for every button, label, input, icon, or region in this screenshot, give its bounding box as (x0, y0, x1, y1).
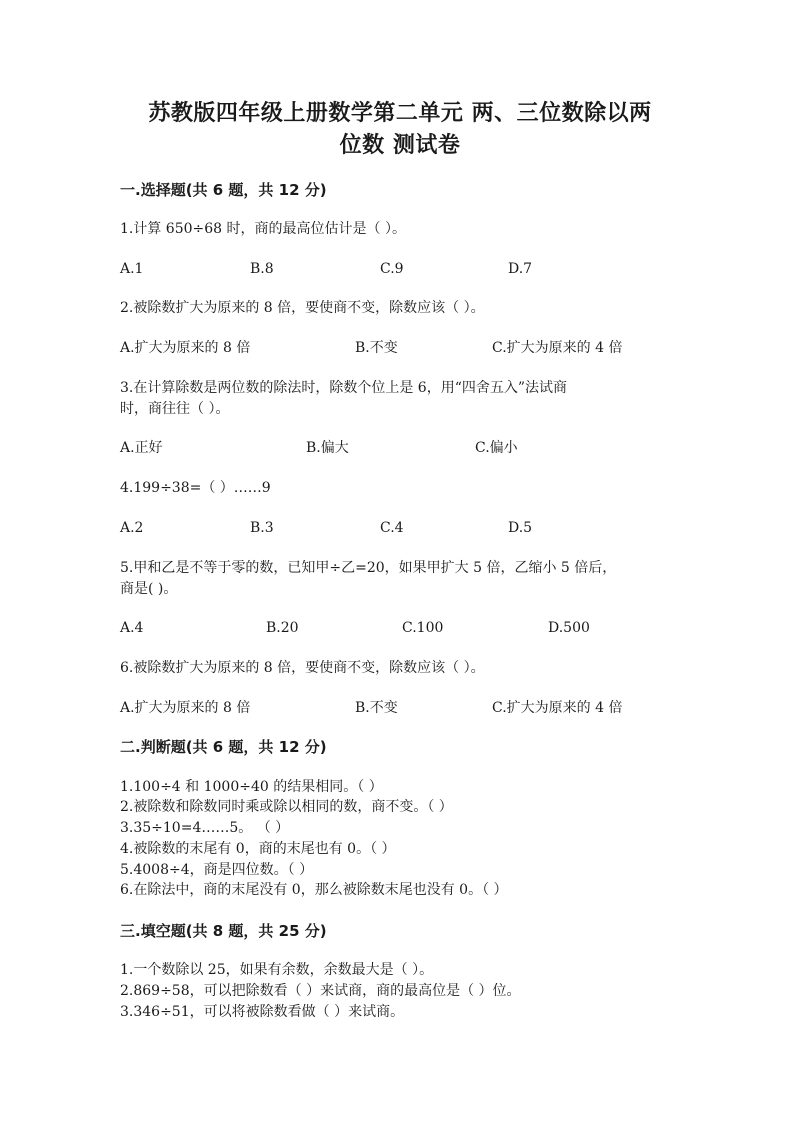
list-item: 6.在除法中，商的末尾没有 0，那么被除数末尾也没有 0。（ ） (120, 882, 508, 898)
list-item: 1.一个数除以 25，如果有余数，余数最大是（ ）。 (120, 962, 434, 978)
option-d: D.7 (508, 261, 533, 277)
question-stem-continued: 商是( )。 (120, 581, 178, 597)
option-b: B.20 (266, 620, 299, 636)
option-b: B.不变 (355, 340, 398, 356)
question-stem: 5.甲和乙是不等于零的数，已知甲÷乙=20，如果甲扩大 5 倍，乙缩小 5 倍后， (120, 560, 617, 576)
list-item: 5.4008÷4，商是四位数。（ ） (120, 862, 314, 878)
option-b: B.8 (250, 261, 274, 277)
section-heading-fill-blank: 三.填空题(共 8 题，共 25 分) (120, 922, 327, 940)
option-c: C.100 (402, 620, 444, 636)
option-c: C.扩大为原来的 4 倍 (492, 700, 623, 716)
list-item: 3.35÷10=4……5。 （ ） (120, 820, 290, 836)
option-d: D.500 (548, 620, 590, 636)
page-title-line-2: 位数 测试卷 (339, 133, 461, 158)
option-b: B.不变 (355, 700, 398, 716)
option-a: A.4 (120, 620, 144, 636)
question-stem: 4.199÷38=（ ）……9 (120, 480, 271, 496)
option-a: A.1 (120, 261, 144, 277)
question-stem: 1.计算 650÷68 时，商的最高位估计是（ ）。 (120, 221, 406, 237)
option-a: A.扩大为原来的 8 倍 (120, 700, 251, 716)
list-item: 1.100÷4 和 1000÷40 的结果相同。（ ） (120, 779, 383, 795)
option-c: C.偏小 (475, 440, 518, 456)
question-stem: 3.在计算除数是两位数的除法时，除数个位上是 6，用“四舍五入”法试商 (120, 380, 568, 396)
option-b: B.3 (250, 520, 274, 536)
option-c: C.4 (380, 520, 404, 536)
option-d: D.5 (508, 520, 533, 536)
question-stem: 6.被除数扩大为原来的 8 倍，要使商不变，除数应该（ ）。 (120, 660, 485, 676)
option-a: A.2 (120, 520, 144, 536)
section-heading-choice: 一.选择题(共 6 题，共 12 分) (120, 181, 327, 199)
question-stem-continued: 时，商往往（ ）。 (120, 401, 230, 417)
option-b: B.偏大 (306, 440, 349, 456)
list-item: 3.346÷51，可以将被除数看做（ ）来试商。 (120, 1004, 405, 1020)
question-stem: 2.被除数扩大为原来的 8 倍，要使商不变，除数应该（ ）。 (120, 300, 485, 316)
option-a: A.扩大为原来的 8 倍 (120, 340, 251, 356)
option-c: C.9 (380, 261, 404, 277)
list-item: 4.被除数的末尾有 0，商的末尾也有 0。（ ） (120, 841, 396, 857)
option-c: C.扩大为原来的 4 倍 (492, 340, 623, 356)
list-item: 2.被除数和除数同时乘或除以相同的数，商不变。（ ） (120, 799, 453, 815)
section-heading-judgement: 二.判断题(共 6 题，共 12 分) (120, 738, 327, 756)
page-title-line-1: 苏教版四年级上册数学第二单元 两、三位数除以两 (148, 101, 652, 126)
option-a: A.正好 (120, 440, 163, 456)
list-item: 2.869÷58，可以把除数看（ ）来试商，商的最高位是（ ）位。 (120, 983, 521, 999)
